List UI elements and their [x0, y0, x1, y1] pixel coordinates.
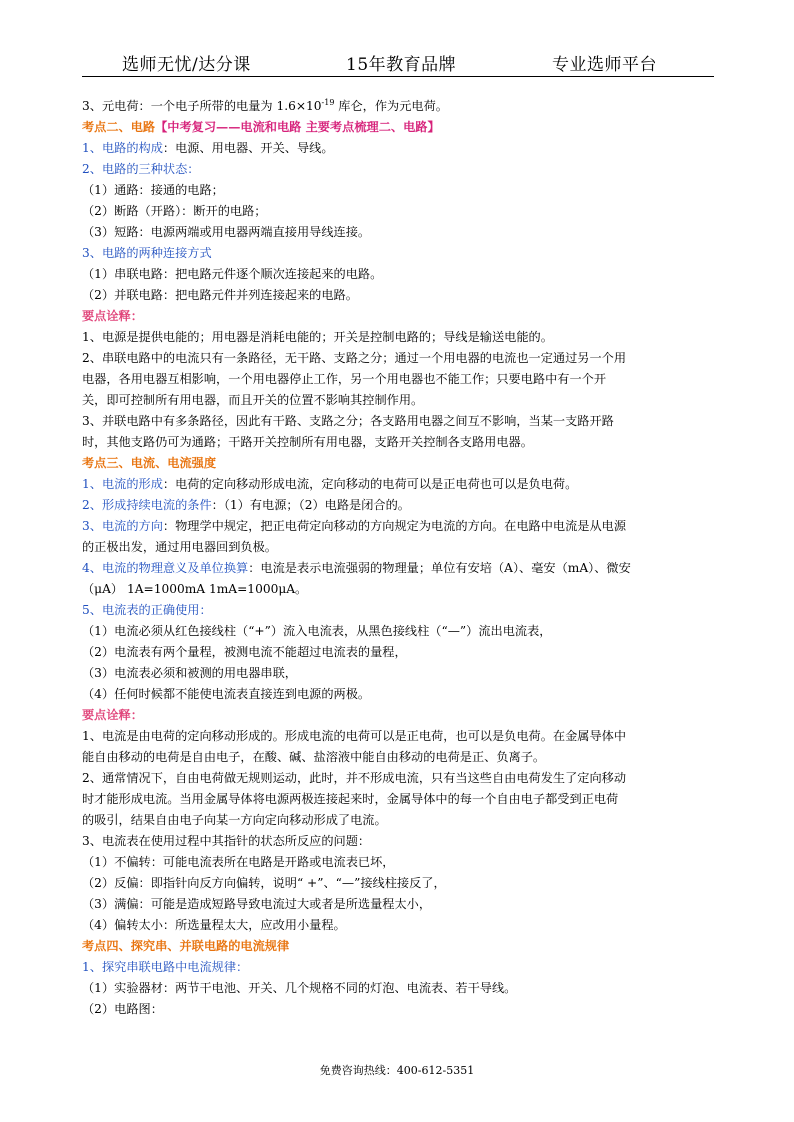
text-line: （2）断路（开路）：断开的电路； — [82, 204, 267, 218]
text-line: 时，其他支路仍可为通路；干路开关控制所有用电器，支路开关控制各支路用电器。 — [82, 435, 533, 449]
text-line: （3）电流表必须和被测的用电器串联， — [82, 666, 297, 680]
text-line: 的吸引，结果自由电子向某一方向定向移动形成了电流。 — [82, 813, 387, 827]
note-heading: 要点诠释： — [82, 708, 143, 722]
text-line: 关，即可控制所有用电器，而且开关的位置不影响其控制作用。 — [82, 393, 424, 407]
text-line: 1、电路的构成：电源、用电器、开关、导线。 — [82, 141, 334, 155]
footer-hotline: 免费咨询热线：400-612-5351 — [319, 1064, 475, 1077]
text-line: 4、电流的物理意义及单位换算：电流是表示电流强弱的物理量；单位有安培（A）、毫安（mA）、微安 — [82, 561, 631, 575]
text-line: 能自由移动的电荷是自由电子，在酸、碱、盐溶液中能自由移动的电荷是正、负离子。 — [82, 750, 546, 764]
header-left: 选师无忧/达分课 — [122, 55, 251, 75]
subheading: 3、电路的两种连接方式 — [82, 246, 212, 260]
text-line: （4）偏转太小：所选量程太大，应改用小量程。 — [82, 918, 346, 932]
section-heading: 考点三、电流、电流强度 — [82, 456, 217, 470]
text-line: 时才能形成电流。当用金属导体将电源两极连接起来时，金属导体中的每一个自由电子都受到正电荷 — [82, 792, 619, 806]
subheading: 2、电路的三种状态： — [82, 162, 200, 176]
text-line: 2、通常情况下，自由电荷做无规则运动，此时，并不形成电流，只有当这些自由电荷发生了定向移动 — [82, 771, 627, 785]
text-line: 2、串联电路中的电流只有一条路径，无干路、支路之分；通过一个用电器的电流也一定通过另一个用 — [82, 351, 627, 365]
page-header — [82, 44, 714, 77]
note-heading: 要点诠释： — [82, 309, 143, 323]
text-line: （4）任何时候都不能使电流表直接连到电源的两极。 — [82, 687, 371, 701]
text-line: 1、电流是由电荷的定向移动形成的。形成电流的电荷可以是正电荷，也可以是负电荷。在金属导体中 — [82, 729, 627, 743]
text-line: 1、电流的形成：电荷的定向移动形成电流，定向移动的电荷可以是正电荷也可以是负电荷。 — [82, 477, 578, 491]
text-line: （μA） 1A=1000mA 1mA=1000μA。 — [82, 582, 308, 596]
text-line: 电器，各用电器互相影响，一个用电器停止工作，另一个用电器也不能工作；只要电路中有一个开 — [82, 372, 607, 386]
header-center: 15年教育品牌 — [346, 55, 457, 75]
text-line: （2）并联电路：把电路元件并列连接起来的电路。 — [82, 288, 358, 302]
text-line: 2、形成持续电流的条件：（1）有电源；（2）电路是闭合的。 — [82, 498, 410, 512]
text-line: 3、电流表在使用过程中其指针的状态所反应的问题： — [82, 834, 371, 848]
text-line: 3、并联电路中有多条路径，因此有干路、支路之分；各支路用电器之间互不影响，当某一支路开路 — [82, 414, 614, 428]
text-line: （2）反偏：即指针向反方向偏转，说明“ +”、“—”接线柱接反了， — [82, 876, 446, 890]
header-right: 专业选师平台 — [552, 55, 657, 75]
document-body — [82, 96, 718, 1020]
text-line: （2）电路图： — [82, 1002, 163, 1016]
text-line: （1）通路：接通的电路； — [82, 183, 224, 197]
subheading: 5、电流表的正确使用： — [82, 603, 212, 617]
section-heading: 考点四、探究串、并联电路的电流规律 — [82, 939, 290, 953]
text-line: （3）满偏：可能是造成短路导致电流过大或者是所选量程太小， — [82, 897, 432, 911]
text-line: 3、元电荷：一个电子所带的电量为 $1.6\times 10^{-19}$ 库仑，作为元电荷。 — [82, 97, 448, 113]
section-heading: 考点二、电路【中考复习——电流和电路 主要考点梳理二、电路】 — [82, 120, 440, 134]
text-line: （3）短路：电源两端或用电器两端直接用导线连接。 — [82, 225, 371, 239]
text-line: 3、电流的方向：物理学中规定，把正电荷定向移动的方向规定为电流的方向。在电路中电流是从电源 — [82, 519, 627, 533]
text-line: （1）实验器材：两节干电池、开关、几个规格不同的灯泡、电流表、若干导线。 — [82, 981, 517, 995]
text-line: （1）电流必须从红色接线柱（“+”）流入电流表，从黑色接线柱（“—”）流出电流表， — [82, 624, 552, 638]
text-line: （2）电流表有两个量程，被测电流不能超过电流表的量程， — [82, 645, 407, 659]
text-line: 的正极出发，通过用电器回到负极。 — [82, 540, 277, 554]
text-line: （1）串联电路：把电路元件逐个顺次连接起来的电路。 — [82, 267, 383, 281]
text-line: （1）不偏转：可能电流表所在电路是开路或电流表已坏， — [82, 855, 395, 869]
text-line: 1、电源是提供电能的；用电器是消耗电能的；开关是控制电路的；导线是输送电能的。 — [82, 330, 553, 344]
subheading: 1、探究串联电路中电流规律： — [82, 960, 249, 974]
